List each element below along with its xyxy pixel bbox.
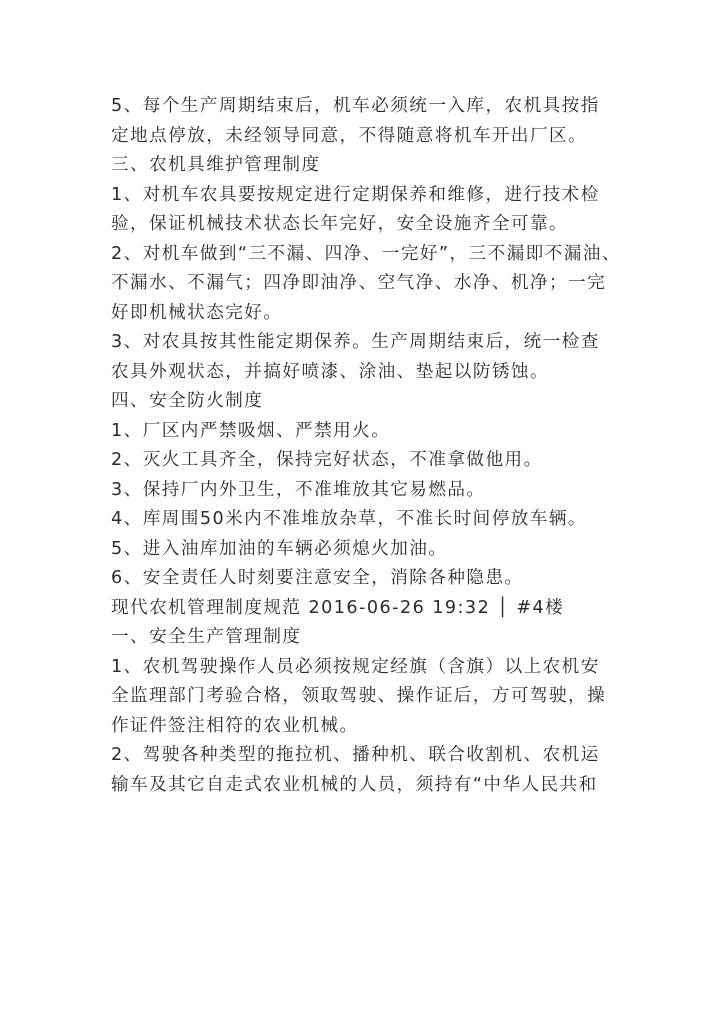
post-header: 现代农机管理制度规范 2016-06-26 19:32 │ #4楼 xyxy=(111,597,565,618)
text-line: 全监理部门考验合格，领取驾驶、操作证后，方可驾驶，操 xyxy=(111,686,607,706)
section-heading: 四、安全防火制度 xyxy=(111,391,264,411)
text-line: 1、对机车农具要按规定进行定期保养和维修，进行技术检 xyxy=(111,184,600,205)
text-line: 2、对机车做到“三不漏、四净、一完好”，三不漏即不漏油、 xyxy=(111,243,621,264)
text-line: 好即机械状态完好。 xyxy=(111,302,283,323)
text-line: 3、对农具按其性能定期保养。生产周期结束后，统一检查 xyxy=(111,332,600,352)
text-line: 农具外观状态，并搞好喷漆、涂油、垫起以防锈蚀。 xyxy=(111,361,550,382)
text-line: 4、库周围50米内不准堆放杂草，不准长时间停放车辆。 xyxy=(111,509,587,529)
text-line: 2、灭火工具齐全，保持完好状态，不准拿做他用。 xyxy=(111,450,543,470)
text-line: 不漏水、不漏气；四净即油净、空气净、水净、机净；一完 xyxy=(111,273,607,293)
text-line: 2、驾驶各种类型的拖拉机、播种机、联合收割机、农机运 xyxy=(111,745,600,765)
text-line: 6、安全责任人时刻要注意安全，消除各种隐患。 xyxy=(111,568,524,588)
text-line: 5、进入油库加油的车辆必须熄火加油。 xyxy=(111,538,448,559)
text-line: 1、厂区内严禁吸烟、严禁用火。 xyxy=(111,420,391,441)
section-heading: 一、安全生产管理制度 xyxy=(111,627,302,647)
document-body xyxy=(111,92,621,800)
section-heading: 三、农机具维护管理制度 xyxy=(111,155,321,175)
text-line: 3、保持厂内外卫生，不准堆放其它易燃品。 xyxy=(111,479,486,500)
text-line: 1、农机驾驶操作人员必须按规定经旗（含旗）以上农机安 xyxy=(111,656,600,677)
text-line: 5、每个生产周期结束后，机车必须统一入库，农机具按指 xyxy=(111,96,600,116)
text-line: 输车及其它自走式农业机械的人员，须持有“中华人民共和 xyxy=(111,774,598,795)
text-line: 作证件签注相符的农业机械。 xyxy=(111,715,359,736)
text-line: 验，保证机械技术状态长年完好，安全设施齐全可靠。 xyxy=(111,214,569,234)
text-line: 定地点停放，未经领导同意，不得随意将机车开出厂区。 xyxy=(111,125,588,146)
